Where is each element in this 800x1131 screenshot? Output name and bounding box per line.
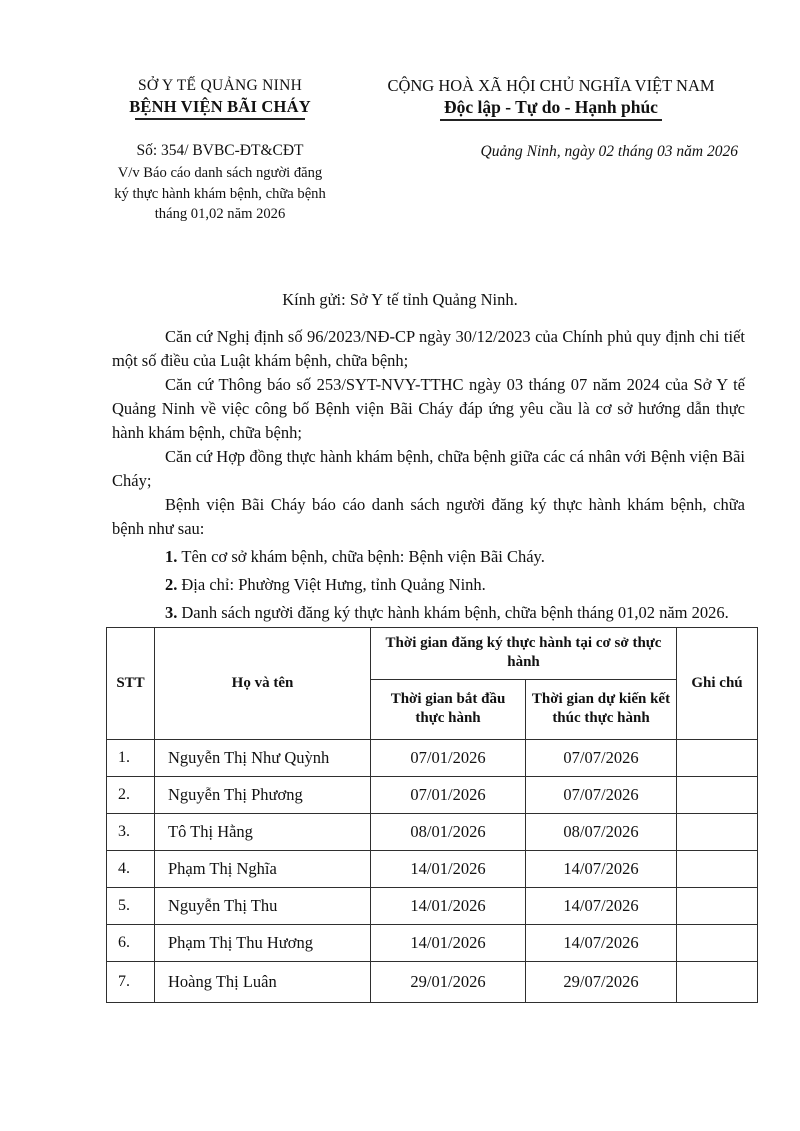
- cell-end-date: 08/07/2026: [526, 813, 677, 850]
- issuing-org-block: [100, 76, 340, 225]
- cell-start-date: 14/01/2026: [371, 850, 526, 887]
- cell-start-date: 08/01/2026: [371, 813, 526, 850]
- table-row: [107, 887, 758, 924]
- cell-stt: 7.: [107, 961, 155, 1002]
- org-name-underline: [135, 118, 305, 120]
- place-and-date: Quảng Ninh, ngày 02 tháng 03 năm 2026: [480, 143, 738, 160]
- cell-note: [677, 887, 758, 924]
- cell-name: Phạm Thị Thu Hương: [155, 924, 371, 961]
- cell-stt: 5.: [107, 887, 155, 924]
- doc-subject: [100, 163, 340, 225]
- cell-name: Phạm Thị Nghĩa: [155, 850, 371, 887]
- list-item: [112, 601, 745, 625]
- doc-number: Số: 354/ BVBC-ĐT&CĐT: [136, 142, 304, 159]
- col-header-start: Thời gian bắt đầu thực hành: [371, 679, 526, 739]
- document-header: [0, 0, 800, 225]
- cell-name: Nguyễn Thị Phương: [155, 776, 371, 813]
- list-item-text: Danh sách người đăng ký thực hành khám bệnh, chữa bệnh tháng 01,02 năm 2026.: [181, 602, 729, 622]
- col-header-stt: STT: [107, 627, 155, 739]
- list-item-text: Địa chỉ: Phường Việt Hưng, tỉnh Quảng Ninh.: [181, 574, 486, 594]
- list-item-number: 1.: [165, 546, 178, 566]
- table-row: [107, 850, 758, 887]
- cell-start-date: 07/01/2026: [371, 776, 526, 813]
- cell-start-date: 14/01/2026: [371, 924, 526, 961]
- cell-note: [677, 850, 758, 887]
- col-header-period-group: Thời gian đăng ký thực hành tại cơ sở thực hành: [371, 627, 677, 679]
- doc-subject-line: ký thực hành khám bệnh, chữa bệnh: [114, 185, 326, 202]
- list-item: [112, 545, 745, 569]
- cell-end-date: 14/07/2026: [526, 850, 677, 887]
- national-header-block: [360, 76, 742, 225]
- national-motto: Độc lập - Tự do - Hạnh phúc: [440, 97, 662, 121]
- col-header-note: Ghi chú: [677, 627, 758, 739]
- list-item-text: Tên cơ sở khám bệnh, chữa bệnh: Bệnh viện Bãi Cháy.: [181, 546, 545, 566]
- national-motto-wrap: [360, 97, 742, 121]
- list-item: [112, 573, 745, 597]
- list-item-number: 3.: [165, 602, 178, 622]
- col-header-end: Thời gian dự kiến kết thúc thực hành: [526, 679, 677, 739]
- practice-registration-table: [106, 627, 758, 1003]
- paragraph: Căn cứ Nghị định số 96/2023/NĐ-CP ngày 30/12/2023 của Chính phủ quy định chi tiết một số điều của Luật khám bệnh, chữa bệnh;: [112, 326, 745, 370]
- cell-name: Nguyễn Thị Như Quỳnh: [155, 739, 371, 776]
- cell-end-date: 07/07/2026: [526, 739, 677, 776]
- cell-end-date: 14/07/2026: [526, 887, 677, 924]
- cell-stt: 1.: [107, 739, 155, 776]
- org-name: BỆNH VIỆN BÃI CHÁY: [129, 97, 311, 116]
- cell-start-date: 29/01/2026: [371, 961, 526, 1002]
- paragraph: Bệnh viện Bãi Cháy báo cáo danh sách người đăng ký thực hành khám bệnh, chữa bệnh như sau:: [112, 494, 745, 538]
- country-name: CỘNG HOÀ XÃ HỘI CHỦ NGHĨA VIỆT NAM: [387, 76, 715, 95]
- cell-name: Tô Thị Hằng: [155, 813, 371, 850]
- cell-stt: 4.: [107, 850, 155, 887]
- table-row: [107, 813, 758, 850]
- document-body: [112, 325, 745, 625]
- cell-end-date: 07/07/2026: [526, 776, 677, 813]
- doc-subject-line: tháng 01,02 năm 2026: [154, 206, 286, 222]
- doc-subject-line: V/v Báo cáo danh sách người đăng: [117, 165, 323, 181]
- org-parent-name: SỞ Y TẾ QUẢNG NINH: [137, 77, 303, 94]
- cell-note: [677, 739, 758, 776]
- salutation: Kính gửi: Sở Y tế tỉnh Quảng Ninh.: [282, 289, 518, 309]
- cell-name: Hoàng Thị Luân: [155, 961, 371, 1002]
- cell-stt: 6.: [107, 924, 155, 961]
- paragraph: Căn cứ Thông báo số 253/SYT-NVY-TTHC ngày 03 tháng 07 năm 2024 của Sở Y tế Quảng Ninh về việc công bố Bệnh viện Bãi Cháy đáp ứng yêu cầu là cơ sở hướng dẫn thực hành khám bệnh, chữa bệnh;: [112, 374, 745, 442]
- paragraph: Căn cứ Hợp đồng thực hành khám bệnh, chữa bệnh giữa các cá nhân với Bệnh viện Bãi Cháy;: [112, 446, 745, 490]
- cell-end-date: 14/07/2026: [526, 924, 677, 961]
- cell-note: [677, 813, 758, 850]
- cell-name: Nguyễn Thị Thu: [155, 887, 371, 924]
- cell-note: [677, 961, 758, 1002]
- cell-note: [677, 924, 758, 961]
- table-row: [107, 924, 758, 961]
- col-header-name: Họ và tên: [155, 627, 371, 739]
- table-row: [107, 739, 758, 776]
- cell-end-date: 29/07/2026: [526, 961, 677, 1002]
- table-row: [107, 961, 758, 1002]
- table-row: [107, 776, 758, 813]
- cell-stt: 2.: [107, 776, 155, 813]
- cell-start-date: 07/01/2026: [371, 739, 526, 776]
- cell-note: [677, 776, 758, 813]
- cell-stt: 3.: [107, 813, 155, 850]
- cell-start-date: 14/01/2026: [371, 887, 526, 924]
- list-item-number: 2.: [165, 574, 178, 594]
